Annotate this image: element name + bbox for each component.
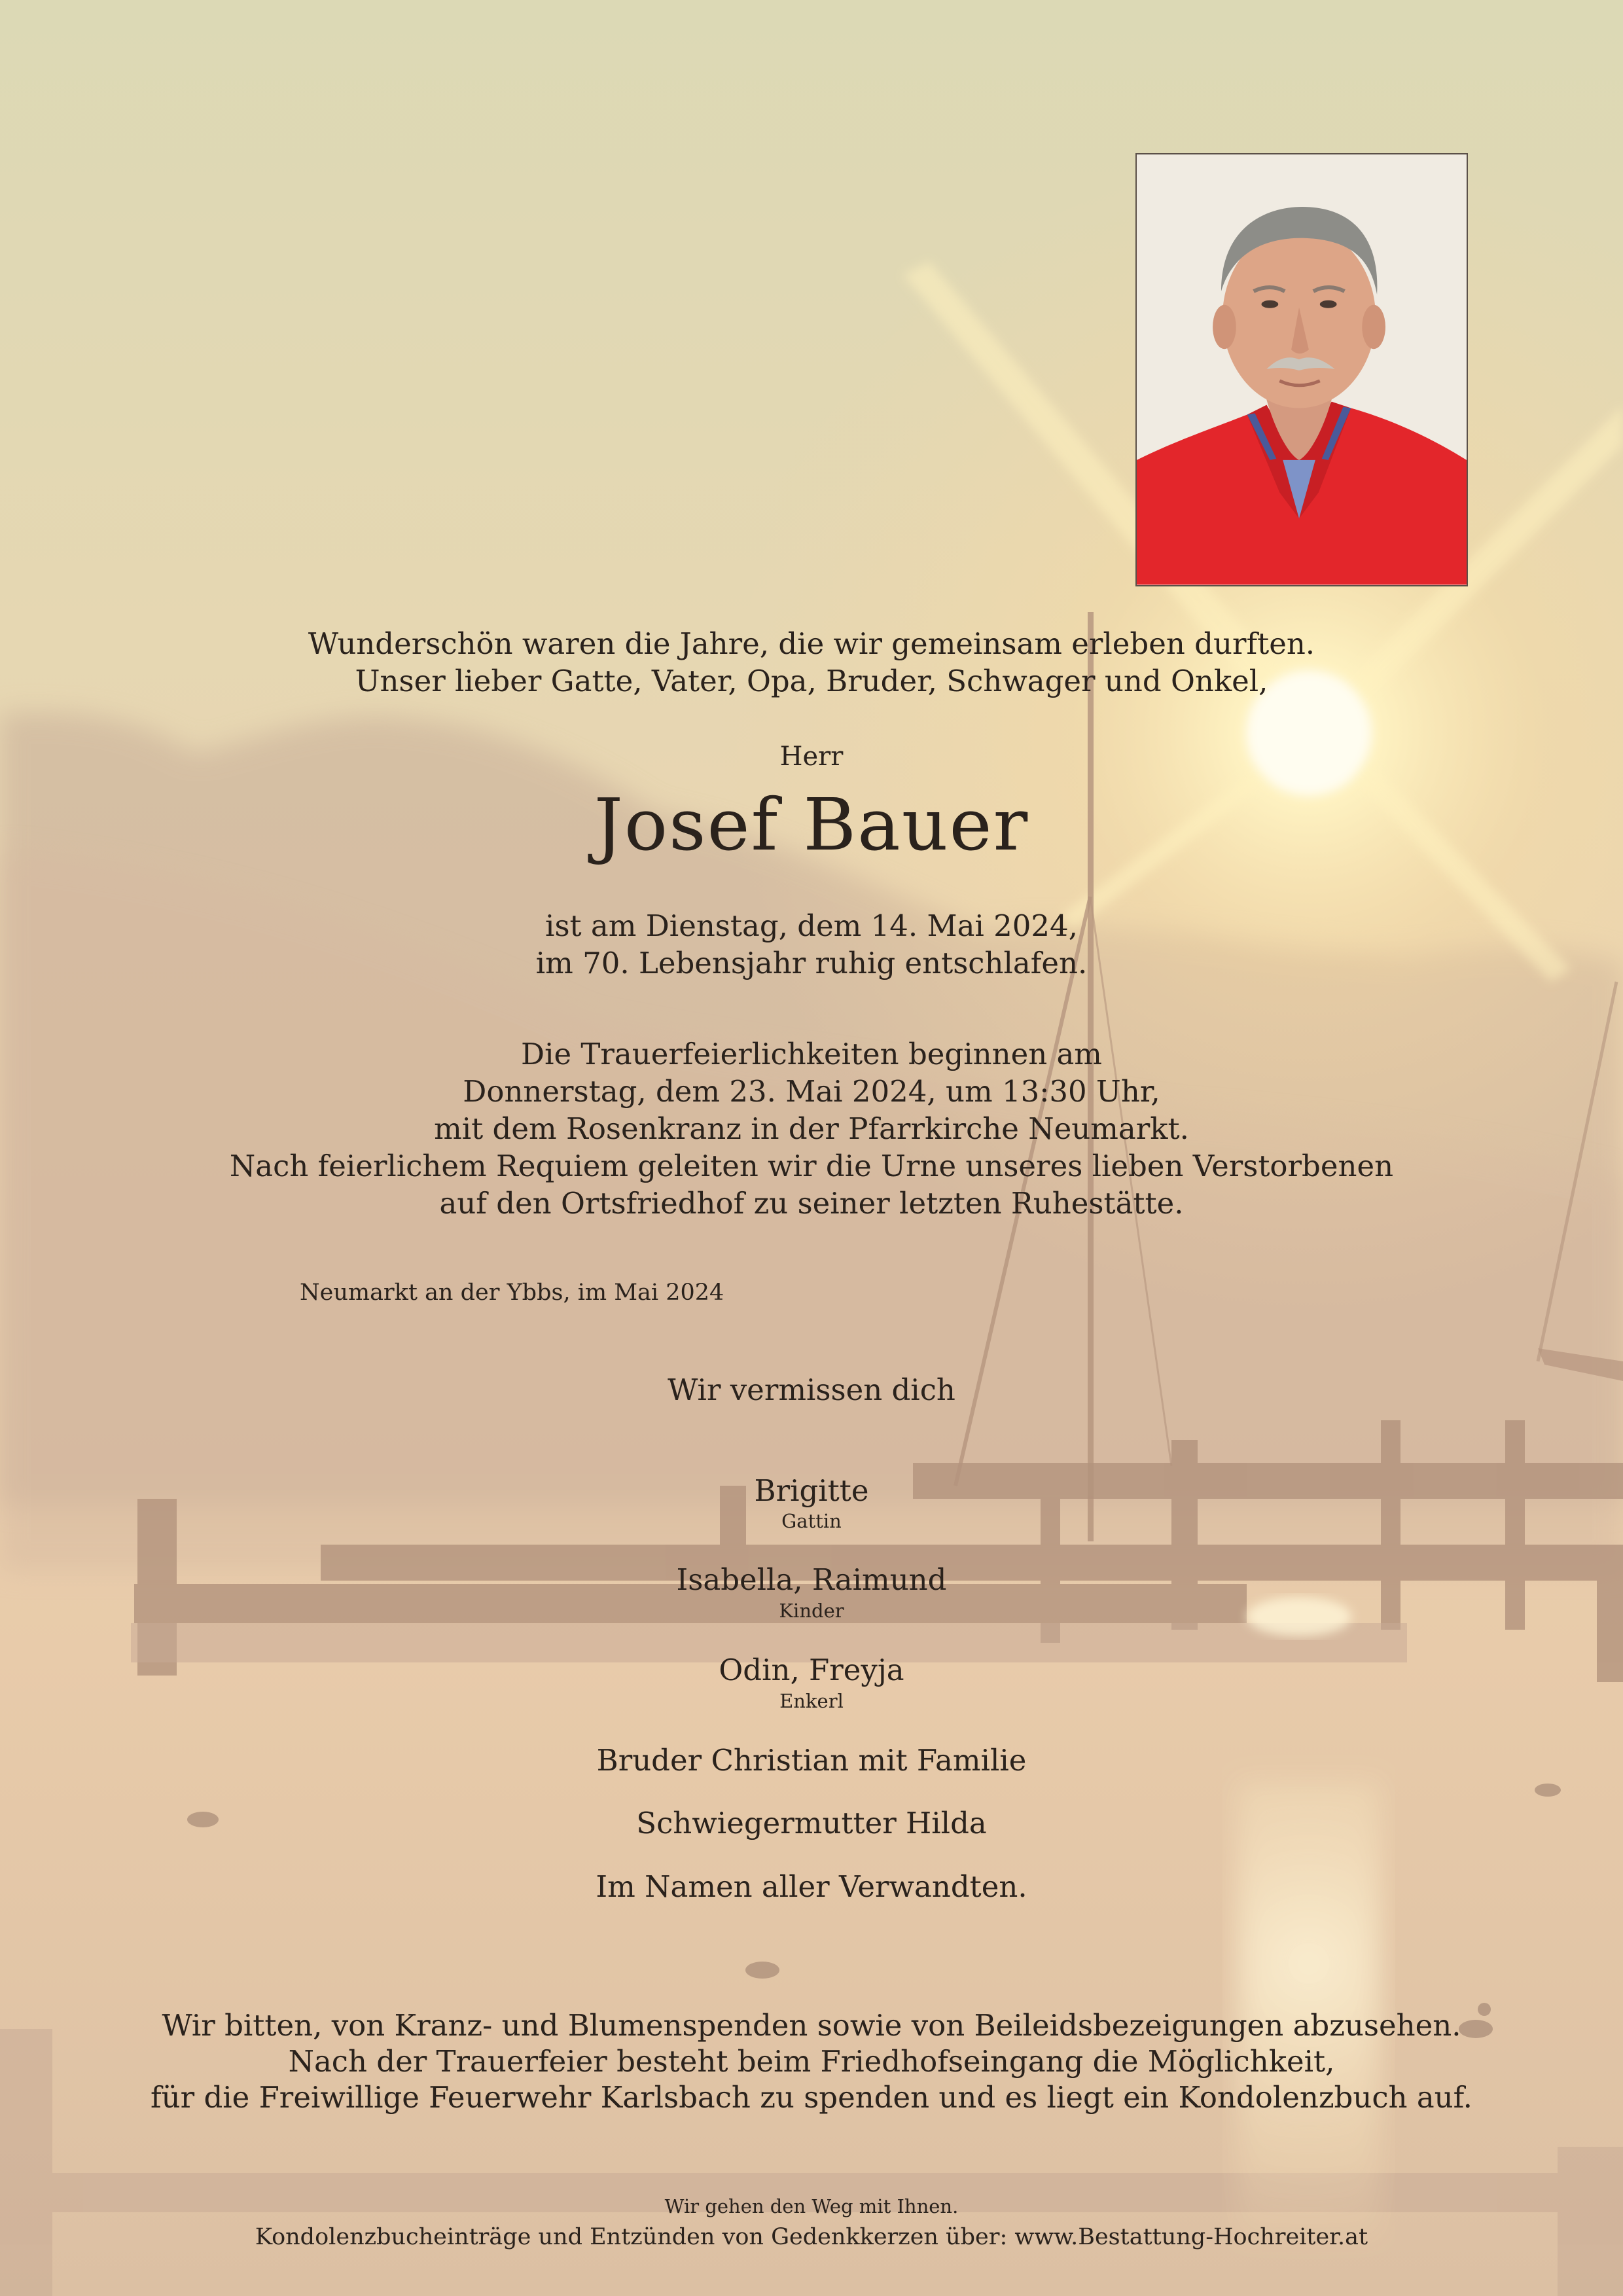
- footer-condolence: Kondolenzbucheinträge und Entzünden von Gedenkkerzen über: www.Bestattung-Hochreiter.at: [255, 2224, 1368, 2250]
- mourner-name: Bruder Christian mit Familie: [596, 1743, 1027, 1778]
- request-line-1: Wir bitten, von Kranz- und Blumenspenden sowie von Beileidsbezeigungen abzusehen.: [162, 2008, 1461, 2043]
- ceremony-line-4: Nach feierlichem Requiem geleiten wir die Urne unseres lieben Verstorbenen: [229, 1149, 1394, 1183]
- ceremony-line-2: Donnerstag, dem 23. Mai 2024, um 13:30 Uhr,: [463, 1074, 1160, 1109]
- place-date: Neumarkt an der Ybbs, im Mai 2024: [300, 1280, 724, 1306]
- mourner-name: Isabella, Raimund: [676, 1562, 947, 1597]
- honorific: Herr: [779, 742, 844, 772]
- mourner-relation: Gattin: [781, 1510, 842, 1532]
- footer-motto: Wir gehen den Weg mit Ihnen.: [664, 2195, 959, 2217]
- death-line-2: im 70. Lebensjahr ruhig entschlafen.: [535, 946, 1088, 980]
- mourner-name: Odin, Freyja: [719, 1653, 904, 1687]
- portrait-photo: [1135, 153, 1468, 586]
- mourner-relation: Kinder: [779, 1600, 844, 1622]
- intro-line-2: Unser lieber Gatte, Vater, Opa, Bruder, Schwager und Onkel,: [355, 664, 1268, 698]
- ceremony-line-1: Die Trauerfeierlichkeiten beginnen am: [521, 1037, 1102, 1071]
- request-line-2: Nach der Trauerfeier besteht beim Friedhofseingang die Möglichkeit,: [288, 2044, 1335, 2079]
- portrait-image: [1137, 154, 1467, 585]
- mourner-name: Im Namen aller Verwandten.: [596, 1869, 1027, 1904]
- ceremony-line-5: auf den Ortsfriedhof zu seiner letzten Ruhestätte.: [439, 1186, 1184, 1221]
- ceremony-line-3: mit dem Rosenkranz in der Pfarrkirche Neumarkt.: [434, 1111, 1189, 1146]
- intro-line-1: Wunderschön waren die Jahre, die wir gemeinsam erleben durften.: [308, 626, 1315, 661]
- mourner-relation: Enkerl: [779, 1690, 844, 1712]
- death-line-1: ist am Dienstag, dem 14. Mai 2024,: [545, 908, 1078, 943]
- deceased-name: Josef Bauer: [594, 783, 1029, 867]
- mourner-name: Schwiegermutter Hilda: [636, 1806, 987, 1840]
- mourner-name: Brigitte: [754, 1473, 869, 1508]
- request-line-3: für die Freiwillige Feuerwehr Karlsbach zu spenden und es liegt ein Kondolenzbuch auf.: [151, 2080, 1472, 2115]
- miss-you-line: Wir vermissen dich: [668, 1372, 955, 1407]
